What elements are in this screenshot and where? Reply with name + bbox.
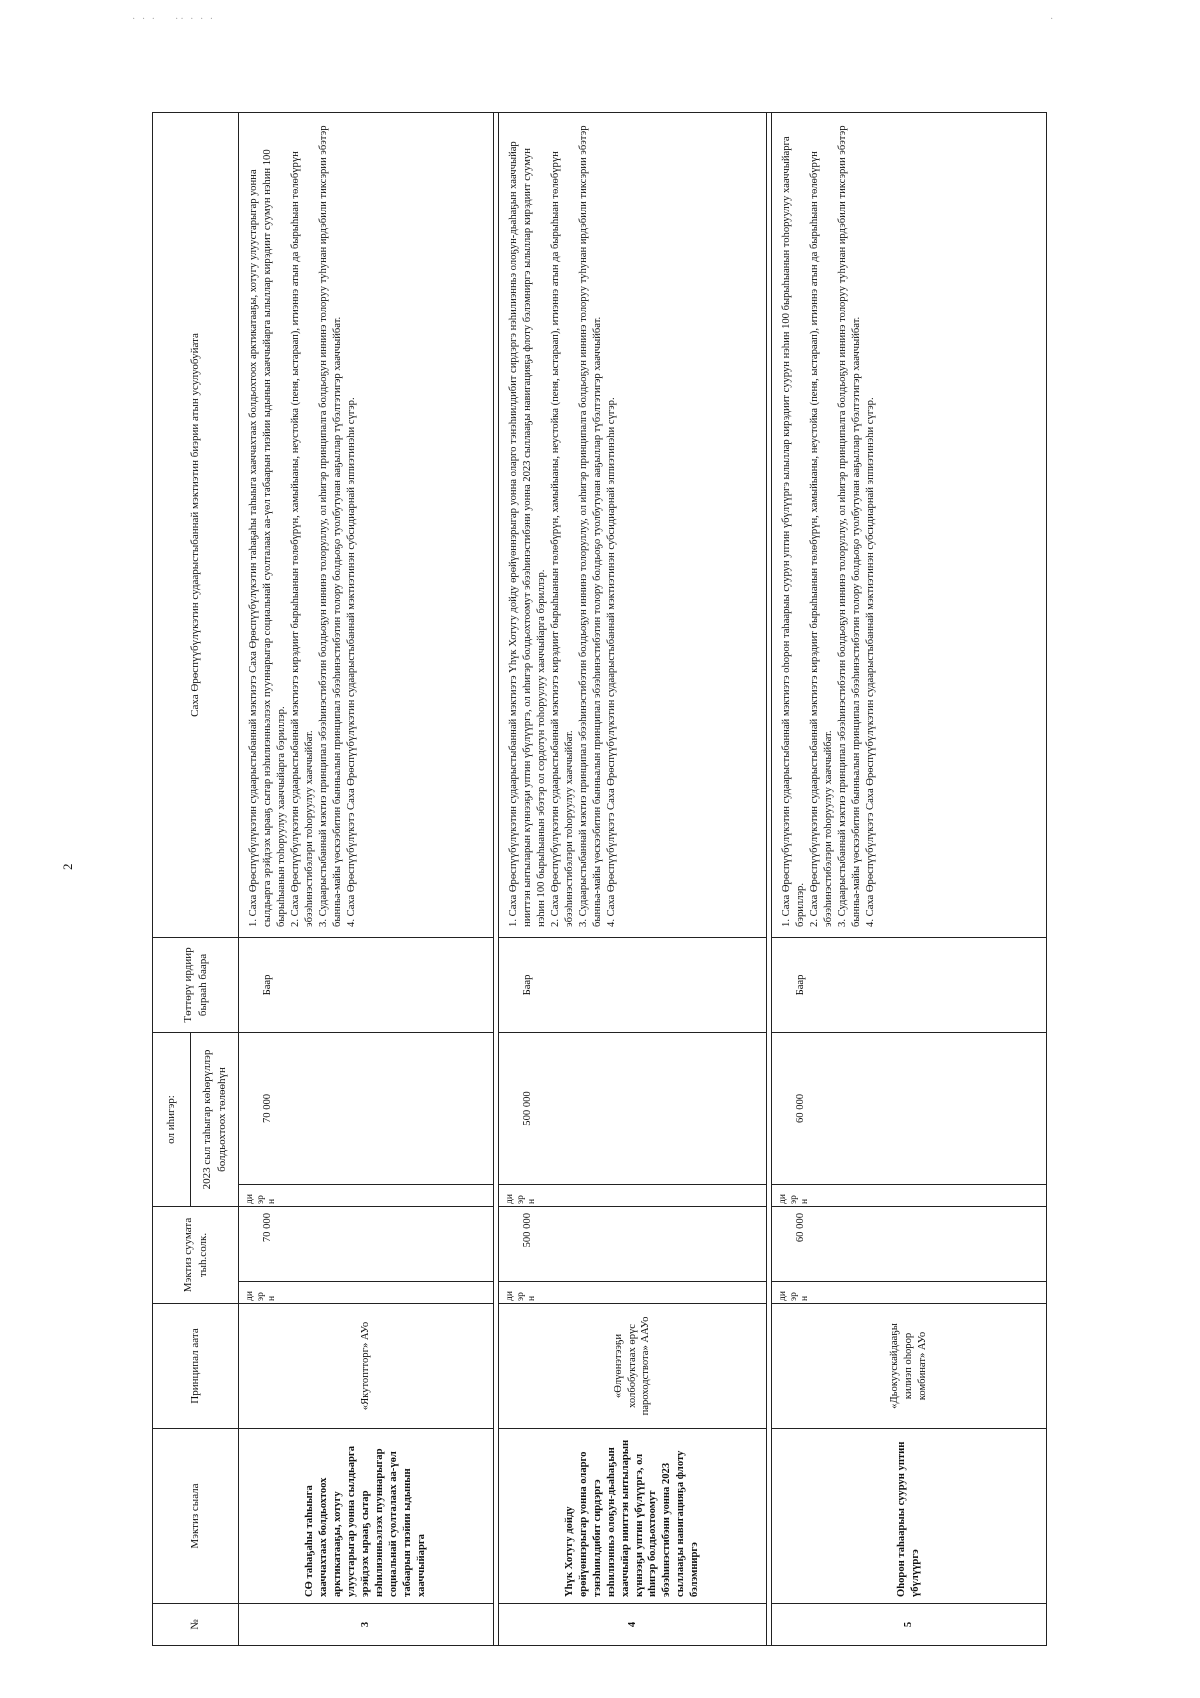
source-cell: Баар bbox=[499, 937, 767, 1032]
guarantee-table bbox=[152, 112, 1047, 1646]
source-cell: Баар bbox=[772, 937, 1047, 1032]
table-row bbox=[499, 112, 767, 1645]
amount-cell: 60 000 bbox=[772, 1206, 1047, 1281]
unit-cell: ди эр н bbox=[772, 1184, 1047, 1206]
principal-cell: «Якутоптторг» АУо bbox=[239, 1304, 494, 1429]
scan-artifact: · · · ·· · · · bbox=[132, 14, 216, 25]
goals-cell bbox=[772, 112, 1047, 937]
header-goals: Саха Өрөспүүбүлүкэтин судаарыстыбаннай мэктиэтин биэрии атын усулуобуйата bbox=[153, 112, 239, 937]
year-2023-cell: 70 000 bbox=[239, 1032, 494, 1184]
goal-item: 4. Саха Өрөспүүбүлүкэтэ Саха Өрөспүүбүлүкэтин судаарыстыбаннай мэктиэтинэн субсидиарнай эппиэтинэһи сүгэр. bbox=[605, 397, 617, 927]
goal-item: 2. Саха Өрөспүүбүлүкэтин судаарыстыбаннай мэктиэтэ кирэдиит бырыһыанын төлөбүрүн, хамыйыаны, неустойка (пеня, ыстараап), итиэннэ атын да бырыһыан төлөбүрүн эбээһинэстибэлэри тоһоруулуу хааччыйбат. bbox=[289, 151, 315, 927]
header-amount: Мэктиз суумата тыһ.солк. bbox=[153, 1206, 239, 1303]
year-2023-cell: 500 000 bbox=[499, 1032, 767, 1184]
header-no: № bbox=[153, 1604, 239, 1646]
project-cell: СӨ таһаҕаһы таһыыга хааччахтаах болдьохтоох арктикатааҕы, хотугу улуустарыгар уонна сылдьарга эрэйдээх ырааҕ сытар нэһилиэнньэлээх пууннарыгар социальнай суолталаах аа-үөл табаарын тиэйии ыдынын хааччыйарга bbox=[239, 1429, 494, 1604]
header-year-2023: 2023 сыл таһыгар көһөрүллэр болдьохтоох төлөөһүн bbox=[191, 1032, 239, 1206]
source-cell: Баар bbox=[239, 937, 494, 1032]
goals-cell bbox=[499, 112, 767, 937]
goal-item: 1. Саха Өрөспүүбүлүкэтин судаарыстыбаннай мэктиэтэ оһорон таһаарыы суурун уптин үбүлүүргэ ылыллар кирэдиит суурун нэһин 100 бырыһыанын тоһоруулуу хааччыйарга бэриллэр. bbox=[781, 136, 806, 927]
header-source: Төттөрү ирдиир бырааһ баара bbox=[153, 937, 239, 1032]
amount-cell: 500 000 bbox=[499, 1206, 767, 1281]
header-project: Мэктиз сыала bbox=[153, 1429, 239, 1604]
goal-item: 4. Саха Өрөспүүбүлүкэтэ Саха Өрөспүүбүлүкэтин судаарыстыбаннай мэктиэтинэн субсидиарнай эппиэтинэһи сүгэр. bbox=[345, 397, 357, 927]
goal-item: 1. Саха Өрөспүүбүлүкэтин судаарыстыбаннай мэктиэтэ Саха Өрөспүүбүлүкэтин таһаҕаһы таһыыга хааччахтаах болдьохтоох арктикатааҕы, хотугу улуустарыгар уонна сылдьарга эрэйдээх ырааҕ сытар нэһилиэнньэлээх пууннарыгар социальнай суолталаах аа-үөл табаарын тиэйии ыдынын хааччыйарга ылыллар кирэдиит суумун нэһин 100 бырыһыанын тоһоруулуу хааччыйарга бэриллэр. bbox=[248, 149, 287, 927]
unit-cell: ди эр н bbox=[499, 1282, 767, 1304]
goal-item: 4. Саха Өрөспүүбүлүкэтэ Саха Өрөспүүбүлүкэтин судаарыстыбаннай мэктиэтинэн субсидиарнай эппиэтинэһи сүгэр. bbox=[864, 397, 876, 927]
goal-item: 2. Саха Өрөспүүбүлүкэтин судаарыстыбаннай мэктиэтэ кирэдиит бырыһыанын төлөбүрүн, хамыйыаны, неустойка (пеня, ыстараап), итиэннэ атын да бырыһыан төлөбүрүн эбээһинэстибэлэри тоһоруулуу хааччыйбат. bbox=[549, 151, 575, 927]
unit-cell: ди эр н bbox=[499, 1184, 767, 1206]
goal-item: 3. Судаарыстыбаннай мэктиэ принципал эбээһинэстибэтин болдьоҕун иннинэ толоруллуу, ол иһигэр принципалга болдьоҕун иннинэ толоруу туһунан ирдэбили тиксэрии эбэтэр бынньа-майы үөскээбитин бынньалын принципал эбээһинэстибэтин толору болдьоҕо туолбутунан ааҕыллар түбэлтэтигэр хааччыйбат. bbox=[577, 125, 603, 927]
principal-cell: «Өлүөнэтээҕи холбобуктаах өрүс пароходствота» ААУо bbox=[499, 1304, 767, 1429]
table-row bbox=[772, 112, 1047, 1645]
goal-item: 3. Судаарыстыбаннай мэктиэ принципал эбээһинэстибэтин болдьоҕун иннинэ толоруллуу, ол иһигэр принципалга болдьоҕун иннинэ толоруу туһунан ирдэбили тиксэрии эбэтэр бынньа-майы үөскээбитин бынньалын принципал эбээһинэстибэтин толору болдьоҕо туолбутунан ааҕыллар түбэлтэтигэр хааччыйбат. bbox=[317, 125, 343, 927]
header-principal: Принципал аата bbox=[153, 1304, 239, 1429]
project-cell: Үһүк Хотугу дойду өрөйүөннэрыгар уонна оларго тэнэһиилдибит сирдэргэ нэһилиэнньэ олоҕун-дьаһаҕын хааччыйар нииттэн ынтыларын күннээҕи уптин үбүлүүргэ, ол иһигэр болдьохтоомут эбээһинэстибэни уонна 2023 сыллааҕы навигацияҕа флоту бэлэмниргэ bbox=[499, 1429, 767, 1604]
row-number: 3 bbox=[239, 1604, 494, 1646]
header-group: ол иһигэр: bbox=[153, 1032, 191, 1206]
table-row bbox=[239, 112, 494, 1645]
year-2023-cell: 60 000 bbox=[772, 1032, 1047, 1184]
goal-item: 3. Судаарыстыбаннай мэктиэ принципал эбээһинэстибэтин болдьоҕун иннинэ толоруллуу, ол иһигэр принципалга болдьоҕун иннинэ толоруу туһунан ирдэбили тиксэрии эбэтэр бынньа-майы үөскээбитин бынньалын принципал эбээһинэстибэтин толору болдьоҕо туолбутунан ааҕыллар түбэлтэтигэр хааччыйбат. bbox=[836, 125, 862, 927]
project-cell: Оһорон таһаарыы суурун уптин үбүлүүргэ bbox=[772, 1429, 1047, 1604]
page-number: 2 bbox=[60, 863, 75, 870]
scan-artifact: · bbox=[1050, 14, 1056, 25]
amount-cell: 70 000 bbox=[239, 1206, 494, 1281]
goal-item: 1. Саха Өрөспүүбүлүкэтин судаарыстыбаннай мэктиэтэ Үһүк Хотугу дойду өрөйүөннэрыгар уонна оларго тэнэһиилдибит сирдэргэ нэһилиэнньэ олоҕун-дьаһаҕын хааччыйар нииттэн ынтыларын күннээҕи уптин үбүлүүргэ, ол иһигэр болдьохтоомут эбээһинэстибэни уонна 2023 сыллааҕы навигацияҕа флоту бэлэмниргэ ылыллар кирэдиит суумун нэһин 100 бырыһыанын эбэтэр ол сордотун тоһоруулуу хааччыйарга бэриллэр. bbox=[508, 141, 547, 927]
row-number: 4 bbox=[499, 1604, 767, 1646]
goal-item: 2. Саха Өрөспүүбүлүкэтин судаарыстыбаннай мэктиэтэ кирэдиит бырыһыанын төлөбүрүн, хамыйыаны, неустойка (пеня, ыстараап), итиэннэ атын да бырыһыан төлөбүрүн эбээһинэстибэлэри тоһоруулуу хааччыйбат. bbox=[808, 151, 834, 927]
goals-cell bbox=[239, 112, 494, 937]
unit-cell: ди эр н bbox=[239, 1282, 494, 1304]
unit-cell: ди эр н bbox=[772, 1282, 1047, 1304]
principal-cell: «Дьокуускайдааҕы килиэп оһорор комбинат» АУо bbox=[772, 1304, 1047, 1429]
unit-cell: ди эр н bbox=[239, 1184, 494, 1206]
rotated-table-wrapper bbox=[152, 113, 1047, 1646]
row-number: 5 bbox=[772, 1604, 1047, 1646]
